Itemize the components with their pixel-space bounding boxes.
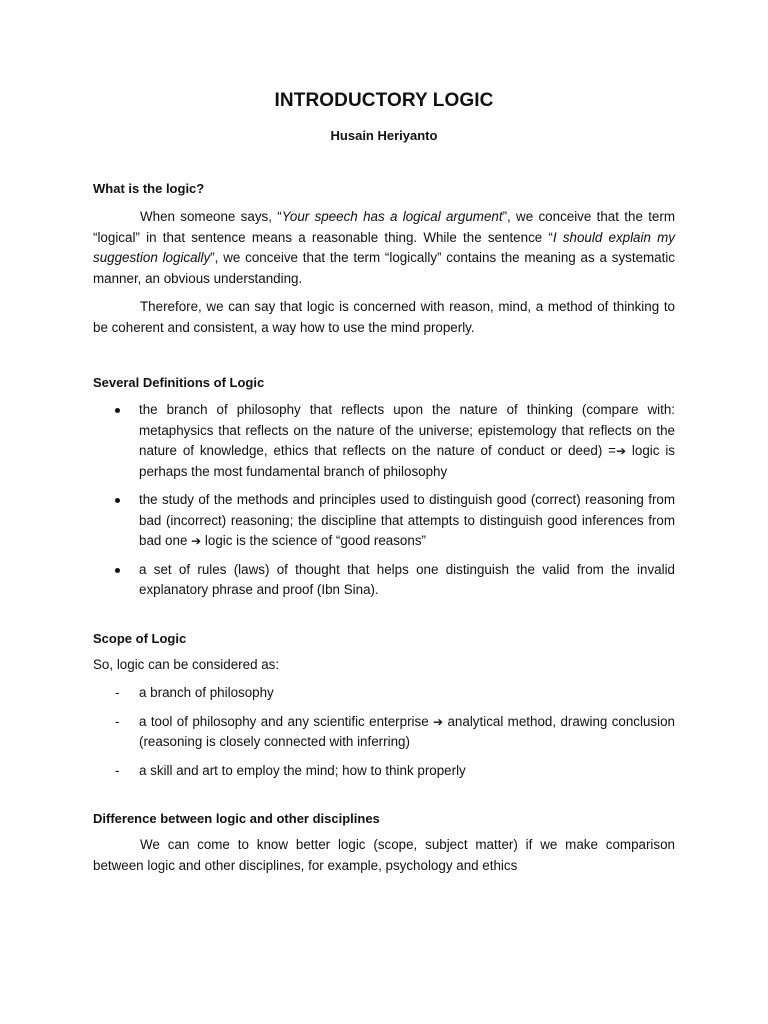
section-heading-definitions: Several Definitions of Logic bbox=[93, 375, 265, 390]
arrow-right-icon: ➔ bbox=[616, 444, 627, 458]
scope-list bbox=[93, 683, 675, 781]
definitions-list bbox=[93, 400, 675, 601]
list-item: the branch of philosophy that reflects upon the nature of thinking (compare with: metaphysics that reflects on the nature of the universe; epistemology that reflects on the nature of knowledge, ethics that reflects on the nature of conduct or deed) =➔ logic is perhaps the most fundamental branch of philosophy bbox=[93, 400, 675, 482]
dash-marker: - bbox=[115, 762, 120, 778]
section-heading-scope: Scope of Logic bbox=[93, 630, 187, 646]
bullet-icon bbox=[115, 408, 120, 413]
dash-marker: - bbox=[115, 713, 120, 729]
bullet-icon bbox=[115, 568, 120, 573]
dash-marker: - bbox=[115, 685, 120, 700]
list-item: a set of rules (laws) of thought that helps one distinguish the valid from the invalid explanatory phrase and proof (Ibn Sina). bbox=[93, 560, 675, 601]
list-item: - a branch of philosophy bbox=[93, 683, 675, 704]
list-item: - a skill and art to employ the mind; how to think properly bbox=[93, 761, 675, 782]
section-heading-what-is-logic: What is the logic? bbox=[93, 181, 205, 196]
list-item: - a tool of philosophy and any scientific enterprise ➔ analytical method, drawing conclusion (reasoning is closely connected with inferring) bbox=[115, 713, 675, 749]
document-title: INTRODUCTORY LOGIC bbox=[274, 90, 494, 111]
paragraph-comparison: We can come to know better logic (scope, subject matter) if we make comparison between logic and other disciplines, for example, psychology and ethics bbox=[93, 837, 675, 873]
arrow-right-icon: ➔ bbox=[433, 714, 444, 729]
paragraph-logic-concerned: Therefore, we can say that logic is concerned with reason, mind, a method of thinking to be coherent and consistent, a way how to use the mind properly. bbox=[93, 299, 675, 335]
paragraph-logical-meaning: When someone says, “Your speech has a logical argument”, we conceive that the term “logical” in that sentence means a reasonable thing. While the sentence “I should explain my suggestion logically”, we conceive that the term “logically” contains the meaning as a systematic manner, an obvious understanding. bbox=[93, 209, 676, 286]
scope-intro: So, logic can be considered as: bbox=[93, 656, 280, 672]
arrow-right-icon: ➔ bbox=[191, 534, 202, 548]
list-item: the study of the methods and principles used to distinguish good (correct) reasoning from bad (incorrect) reasoning; the discipline that attempts to distinguish good inferences from bad one ➔ logic is the science of “good reasons” bbox=[93, 490, 675, 552]
section-heading-difference: Difference between logic and other disciplines bbox=[93, 811, 380, 826]
bullet-icon bbox=[115, 498, 120, 503]
document-author: Husain Heriyanto bbox=[330, 128, 438, 143]
